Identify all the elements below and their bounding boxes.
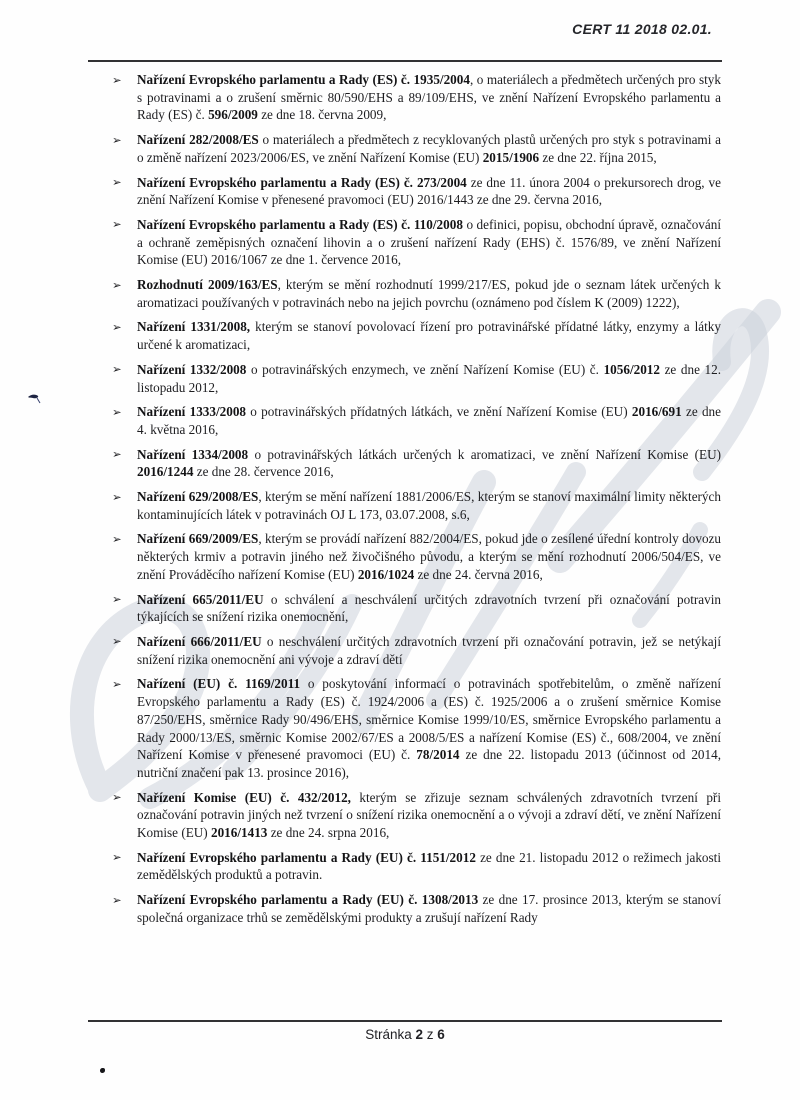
list-item [88,216,721,269]
list-item-text: Nařízení 282/2008/ES o materiálech a předmětech z recyklovaných plastů určených pro styk s potravinami a o změně nařízení 2023/2006/ES, ve znění Nařízení Komise (EU) 2015/1906 ze dne 22. října 2015, [137,132,721,165]
page-label-prefix: Stránka [365,1027,412,1042]
arrow-bullet-icon: ➢ [112,634,122,649]
list-item [88,276,721,311]
list-item [88,633,721,668]
arrow-bullet-icon: ➢ [112,892,122,907]
arrow-bullet-icon: ➢ [112,850,122,865]
header-rule [88,60,722,62]
arrow-bullet-icon: ➢ [112,175,122,190]
list-item [88,675,721,781]
document-code: CERT 11 2018 02.01. [572,21,712,37]
list-item [88,488,721,523]
list-item [88,174,721,209]
list-item [88,403,721,438]
list-item-text: Nařízení Komise (EU) č. 432/2012, kterým se zřizuje seznam schválených zdravotních tvrzení při označování potravin jiných než tvrzení o snížení rizika onemocnění a o vývoji a zdraví dětí, ve znění Nařízení Komise (EU) 2016/1413 ze dne 24. srpna 2016, [137,789,721,841]
page-total: 6 [437,1027,445,1042]
arrow-bullet-icon: ➢ [112,72,122,87]
list-item-text: Nařízení 629/2008/ES, kterým se mění nařízení 1881/2006/ES, kterým se stanoví maximální limity některých kontaminujících látek v potravinách OJ L 173, 03.07.2008, s.6, [137,489,721,522]
ink-smudge-mark [26,392,42,404]
list-item [88,131,721,166]
list-item-text: Nařízení 665/2011/EU o schválení a neschválení určitých zdravotních tvrzení při označování potravin týkajících se snížení rizika onemocnění, [137,591,721,625]
arrow-bullet-icon: ➢ [112,489,122,504]
list-item [88,318,721,353]
list-item-text: Nařízení 1333/2008 o potravinářských přídatných látkách, ve znění Nařízení Komise (EU) 2016/691 ze dne 4. května 2016, [137,404,721,437]
arrow-bullet-icon: ➢ [112,277,122,292]
list-item [88,591,721,626]
arrow-bullet-icon: ➢ [112,362,122,377]
footer-rule [88,1020,722,1022]
list-item-text: Nařízení 1334/2008 o potravinářských látkách určených k aromatizaci, ve znění Nařízení Komise (EU) 2016/1244 ze dne 28. července 2016, [137,446,721,480]
arrow-bullet-icon: ➢ [112,592,122,607]
list-item-text: Rozhodnutí 2009/163/ES, kterým se mění rozhodnutí 1999/217/ES, pokud jde o seznam látek určených k aromatizaci používaných v potravinách nebo na jejich povrchu (oznámeno pod číslem K (2009) 1222), [137,277,722,310]
page-number-label [88,1027,722,1042]
list-item [88,446,721,481]
list-item [88,849,721,884]
page-number: 2 [415,1027,423,1042]
list-item [88,789,721,842]
regulation-list [88,71,721,934]
arrow-bullet-icon: ➢ [112,404,122,419]
list-item-text: Nařízení 669/2009/ES, kterým se provádí nařízení 882/2004/ES, pokud jde o zesílené úřední kontroly dovozu některých krmiv a potravin jiného než živočišného původu, a kterým se mění rozhodnutí 2006/504/ES, ve znění Prováděcího nařízení Komise (EU) 2016/1024 ze dne 24. června 2016, [137,531,721,582]
list-item-text: Nařízení Evropského parlamentu a Rady (ES) č. 1935/2004, o materiálech a předmětech určených pro styk s potravinami a o zrušení směrnic 80/590/EHS a 89/109/EHS, ve znění Nařízení Evropského parlamentu a Rady (ES) č. 596/2009 ze dne 18. června 2009, [137,72,721,123]
list-item-text: Nařízení 1332/2008 o potravinářských enzymech, ve znění Nařízení Komise (EU) č. 1056/2012 ze dne 12. listopadu 2012, [137,361,722,395]
list-item-text: Nařízení 666/2011/EU o neschválení určitých zdravotních tvrzení při označování potravin, jež se netýkají snížení rizika onemocnění ani vývoje a zdraví dětí [137,633,721,667]
arrow-bullet-icon: ➢ [112,790,122,805]
scan-dot [100,1068,105,1073]
list-item [88,530,721,583]
list-item-text: Nařízení 1331/2008, kterým se stanoví povolovací řízení pro potravinářské přídatné látky, enzymy a látky určené k aromatizaci, [137,319,721,353]
list-item [88,891,721,926]
page-label-of: z [426,1027,434,1042]
list-item-text: Nařízení Evropského parlamentu a Rady (ES) č. 273/2004 ze dne 11. února 2004 o prekursorech drog, ve znění Nařízení Komise v přenesené pravomoci (EU) 2016/1443 ze dne 29. června 2016, [137,174,721,208]
list-item [88,361,721,396]
list-item-text: Nařízení Evropského parlamentu a Rady (EU) č. 1308/2013 ze dne 17. prosince 2013, kterým se stanoví společná organizace trhů se zemědělskými produkty a zrušují nařízení Rady [137,892,721,925]
list-item [88,71,721,124]
list-item-text: Nařízení Evropského parlamentu a Rady (EU) č. 1151/2012 ze dne 21. listopadu 2012 o režimech jakosti zemědělských produktů a potravin. [137,849,721,883]
arrow-bullet-icon: ➢ [112,319,122,334]
arrow-bullet-icon: ➢ [112,217,122,232]
arrow-bullet-icon: ➢ [112,132,122,147]
arrow-bullet-icon: ➢ [112,531,122,546]
arrow-bullet-icon: ➢ [112,447,122,462]
arrow-bullet-icon: ➢ [112,676,122,691]
list-item-text: Nařízení (EU) č. 1169/2011 o poskytování informací o potravinách spotřebitelům, o změně nařízení Evropského parlamentu a Rady (ES) č. 1924/2006 a (ES) č. 1925/2006 a o zrušení směrnice Komise 87/250/EHS, směrnice Rady 90/496/EHS, směrnice Komise 1999/10/ES, směrnice Evropského parlamentu a Rady 2000/13/ES, směrnic Komise 2002/67/ES a 2008/5/ES a nařízení Komise (ES) č., 608/2004, ve znění Nařízení Komise v přenesené pravomoci (EU) č. 78/2014 ze dne 22. listopadu 2013 (účinnost od 2014, nutriční značení pak 13. prosince 2016), [137,676,721,780]
list-item-text: Nařízení Evropského parlamentu a Rady (ES) č. 110/2008 o definici, popisu, obchodní úpravě, označování a ochraně zeměpisných označení lihovin a o zrušení nařízení Rady (EHS) č. 1576/89, ve znění Nařízení Komise (EU) 2016/1067 ze dne 1. července 2016, [137,216,721,268]
